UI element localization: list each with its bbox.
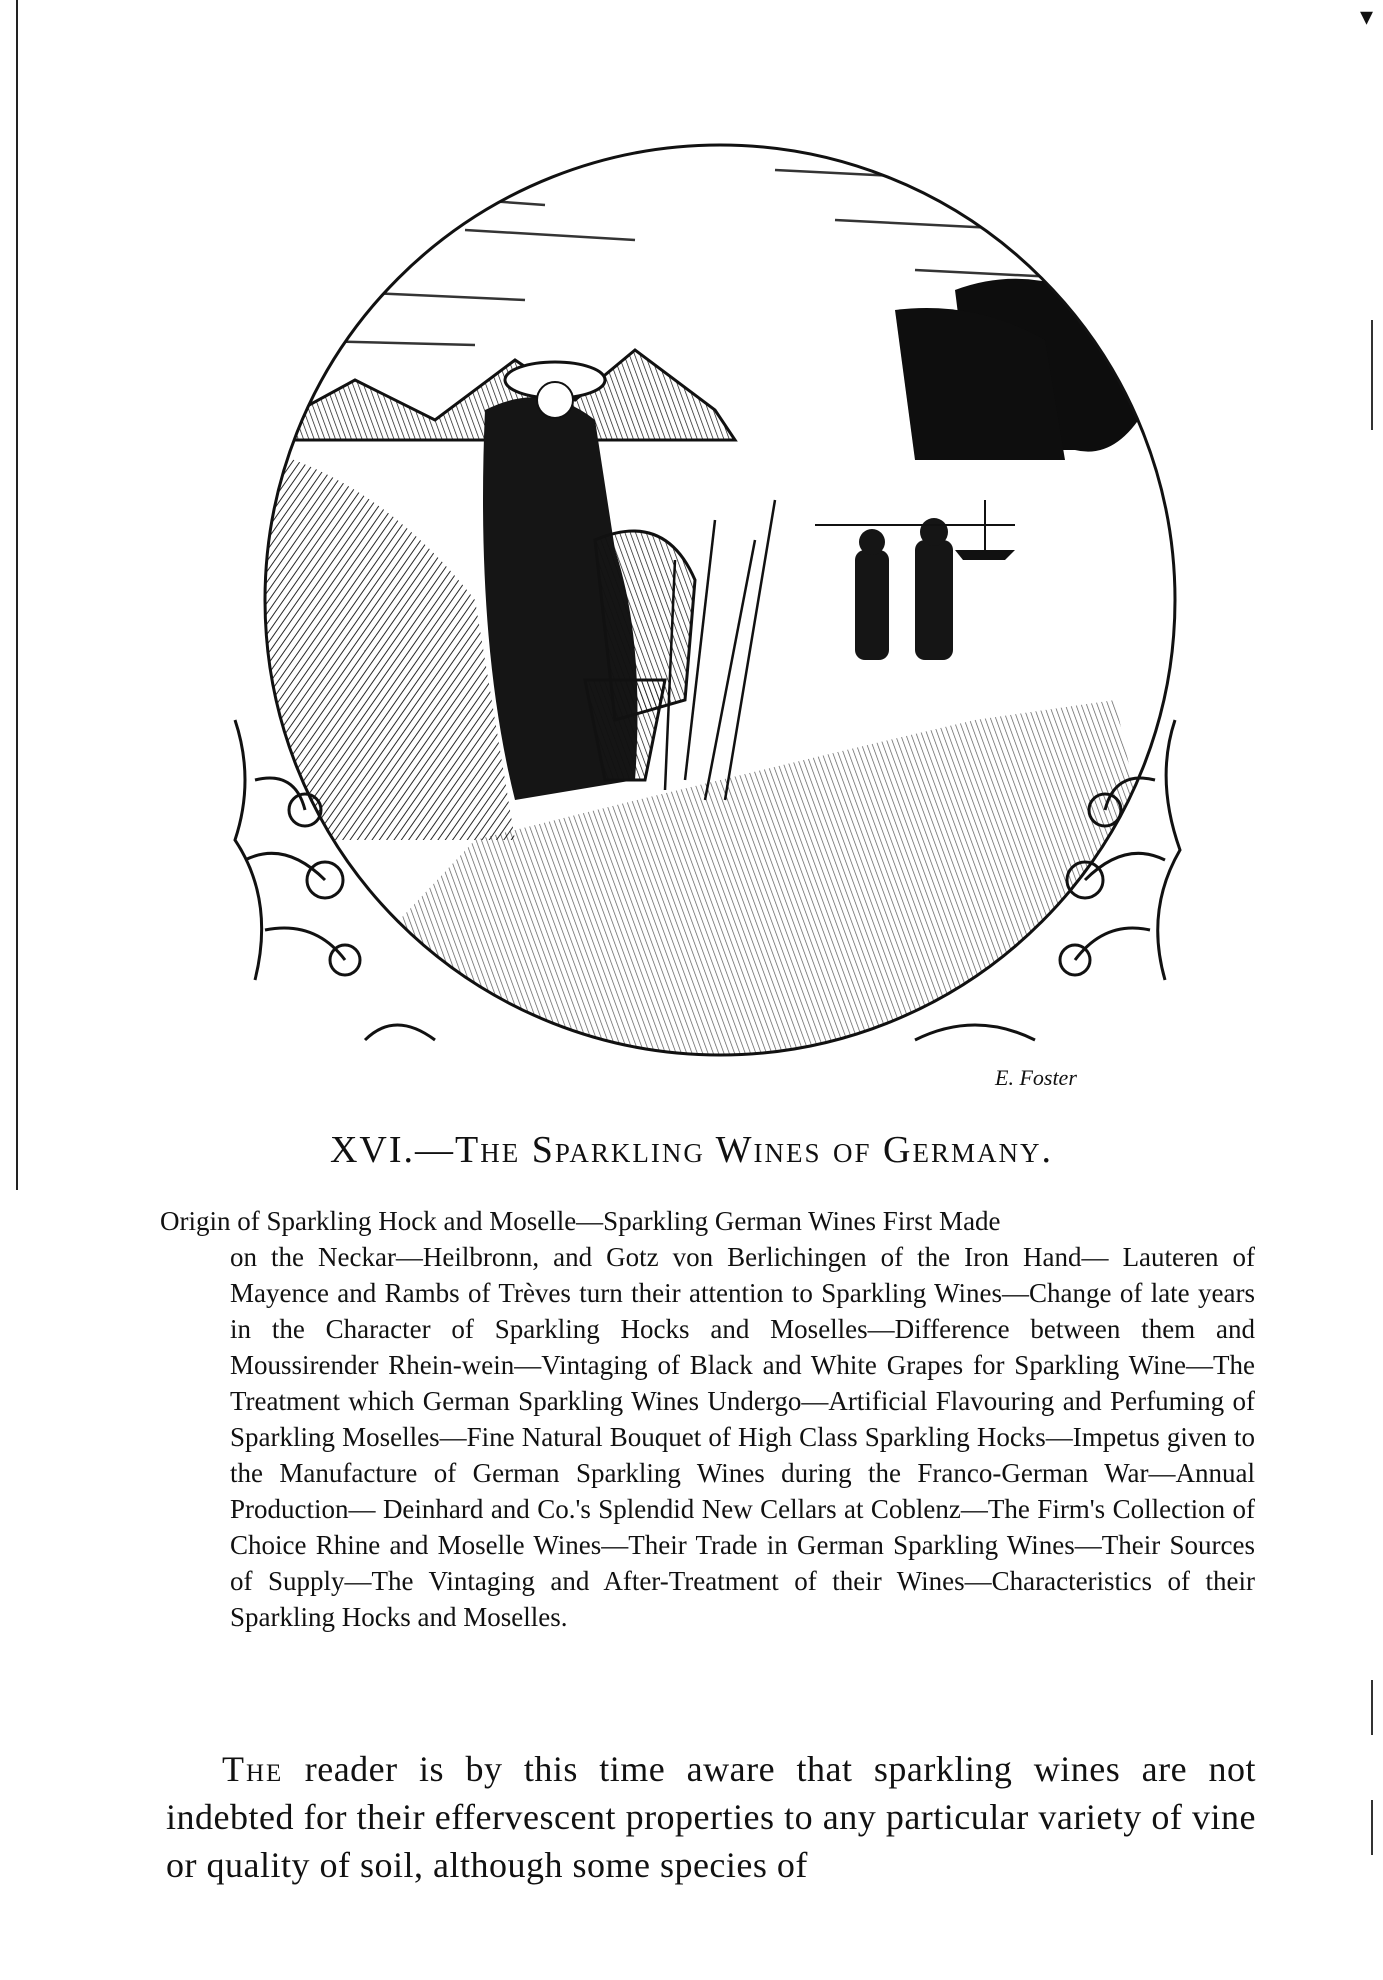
summary-line: wein—Vintaging of Black and White Grapes for Sparkling Wine—The <box>461 1350 1255 1380</box>
summary-line: of Choice Rhine and Moselle Wines—Their Trade in German Sparkling <box>230 1494 1256 1560</box>
summary-line: Deinhard and Co.'s Splendid New Cellars at Coblenz—The Firm's Collection <box>382 1494 1226 1524</box>
corner-arrow-icon: ▾ <box>1359 2 1373 31</box>
right-margin-mark-1 <box>1371 320 1373 430</box>
summary-line: on the Neckar—Heilbronn, and Gotz von Berlichingen of the Iron Hand— <box>230 1242 1109 1272</box>
summary-line: Wines—Their Sources of Supply—The Vintaging and After-Treatment of <box>230 1530 1255 1596</box>
body-text: reader is by this time aware that sparkling wines are not indebted for their effervescent properties to any particular variety of vine or quality of soil, although some species of <box>166 1749 1256 1885</box>
summary-line: Sparkling Wines—Change of late years in the Character of Sparkling <box>230 1278 1256 1344</box>
chapter-heading: XVI.—The Sparkling Wines of Germany. <box>329 1129 1054 1171</box>
summary-line: their Wines—Characteristics of their Sparkling Hocks and Moselles. <box>230 1566 1255 1632</box>
lead-word: The <box>222 1749 284 1789</box>
summary-line: Sparkling Wines during the Franco-German War—Annual Production— <box>230 1458 1255 1524</box>
right-margin-mark-2 <box>1371 1680 1373 1735</box>
summary-line: Lauteren of Mayence and Rambs of Trèves turn their attention to <box>230 1242 1255 1308</box>
left-margin-rule <box>16 0 18 1190</box>
summary-line: Hocks and Moselles—Difference between them and Moussirender Rhein- <box>230 1314 1255 1380</box>
summary-line: Class Sparkling Hocks—Impetus given to the Manufacture of German <box>230 1422 1255 1488</box>
vineyard-scene <box>215 170 1205 1115</box>
engraving-illustration <box>215 80 1205 1115</box>
summary-line: Treatment which German Sparkling Wines Undergo—Artificial Flavouring <box>230 1386 1055 1416</box>
body-paragraph <box>166 1745 1256 1889</box>
summary-line: and Perfuming of Sparkling Moselles—Fine Natural Bouquet of High <box>230 1386 1255 1452</box>
summary-line: Origin of Sparkling Hock and Moselle—Sparkling German Wines First Made <box>160 1206 1001 1236</box>
chapter-summary <box>160 1203 1256 1635</box>
artist-signature: E. Foster <box>995 1065 1077 1090</box>
right-margin-mark-3 <box>1371 1800 1373 1855</box>
